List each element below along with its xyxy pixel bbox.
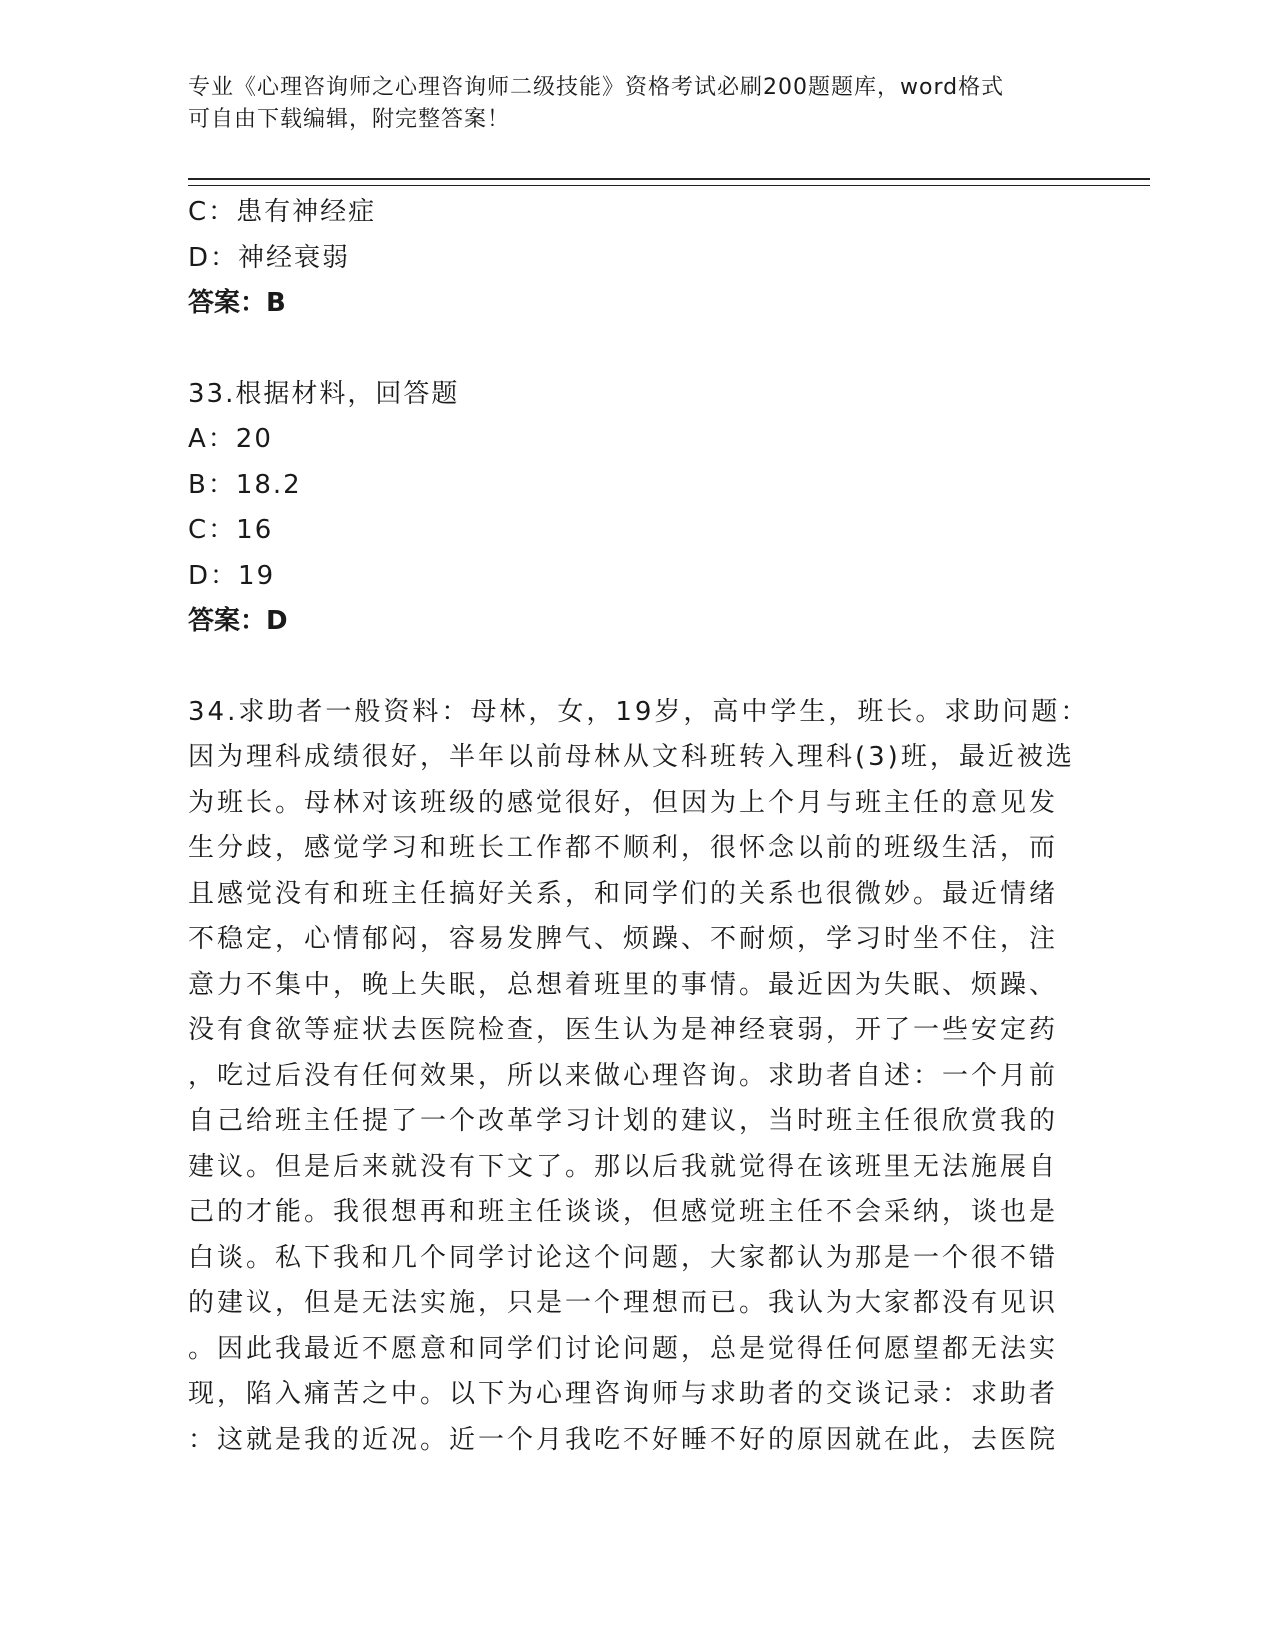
q34-line: 且感觉没有和班主任搞好关系，和同学们的关系也很微妙。最近情绪 [188, 878, 1059, 909]
q34-line: 不稳定，心情郁闷，容易发脾气、烦躁、不耐烦，学习时坐不住，注 [188, 924, 1059, 954]
q34-line: ：这就是我的近况。近一个月我吃不好睡不好的原因就在此，去医院 [188, 1424, 1059, 1455]
q33-option-a: A：20 [188, 424, 273, 454]
q34-line: 意力不集中，晚上失眠，总想着班里的事情。最近因为失眠、烦躁、 [188, 969, 1059, 1000]
header-line-1: 专业《心理咨询师之心理咨询师二级技能》资格考试必刷200题题库，word格式 [188, 75, 1005, 100]
document-body [188, 190, 1090, 1463]
q34-paragraph [188, 690, 1090, 1464]
q32-option-d: D：神经衰弱 [188, 242, 351, 273]
q34-line: 34.求助者一般资料：母林，女，19岁，高中学生，班长。求助问题： [188, 696, 1090, 727]
q33-option-b: B：18.2 [188, 469, 302, 500]
spacer [188, 327, 1068, 372]
q34-line: 白谈。私下我和几个同学讨论这个问题，大家都认为那是一个很不错 [188, 1242, 1059, 1273]
q34-line: 的建议，但是无法实施，只是一个理想而已。我认为大家都没有见识 [188, 1288, 1059, 1318]
q34-line: 己的才能。我很想再和班主任谈谈，但感觉班主任不会采纳，谈也是 [188, 1197, 1059, 1227]
q33-stem: 33.根据材料，回答题 [188, 378, 460, 409]
q34-line: 没有食欲等症状去医院检查，医生认为是神经衰弱，开了一些安定药 [188, 1015, 1059, 1045]
header-line-2: 可自由下载编辑，附完整答案！ [188, 107, 511, 132]
q33-option-c: C：16 [188, 515, 274, 545]
q34-line: 为班长。母林对该班级的感觉很好，但因为上个月与班主任的意见发 [188, 787, 1059, 818]
q34-line: 生分歧，感觉学习和班长工作都不顺利，很怀念以前的班级生活，而 [188, 833, 1059, 863]
q34-line: 自己给班主任提了一个改革学习计划的建议，当时班主任很欣赏我的 [188, 1106, 1059, 1136]
q34-line: 。因此我最近不愿意和同学们讨论问题，总是觉得任何愿望都无法实 [188, 1333, 1059, 1364]
document-header [188, 72, 1068, 136]
header-divider [188, 178, 1150, 186]
q34-line: 现，陷入痛苦之中。以下为心理咨询师与求助者的交谈记录：求助者 [188, 1379, 1059, 1409]
q33-option-d: D：19 [188, 560, 276, 591]
spacer [188, 645, 1068, 690]
q32-answer: 答案：B [188, 288, 286, 318]
q34-line: ，吃过后没有任何效果，所以来做心理咨询。求助者自述：一个月前 [188, 1060, 1059, 1091]
q33-answer: 答案：D [188, 606, 288, 636]
q34-line: 建议。但是后来就没有下文了。那以后我就觉得在该班里无法施展自 [188, 1151, 1059, 1182]
q32-option-c: C：患有神经症 [188, 197, 377, 227]
q34-line: 因为理科成绩很好，半年以前母林从文科班转入理科(3)班，最近被选 [188, 742, 1075, 772]
